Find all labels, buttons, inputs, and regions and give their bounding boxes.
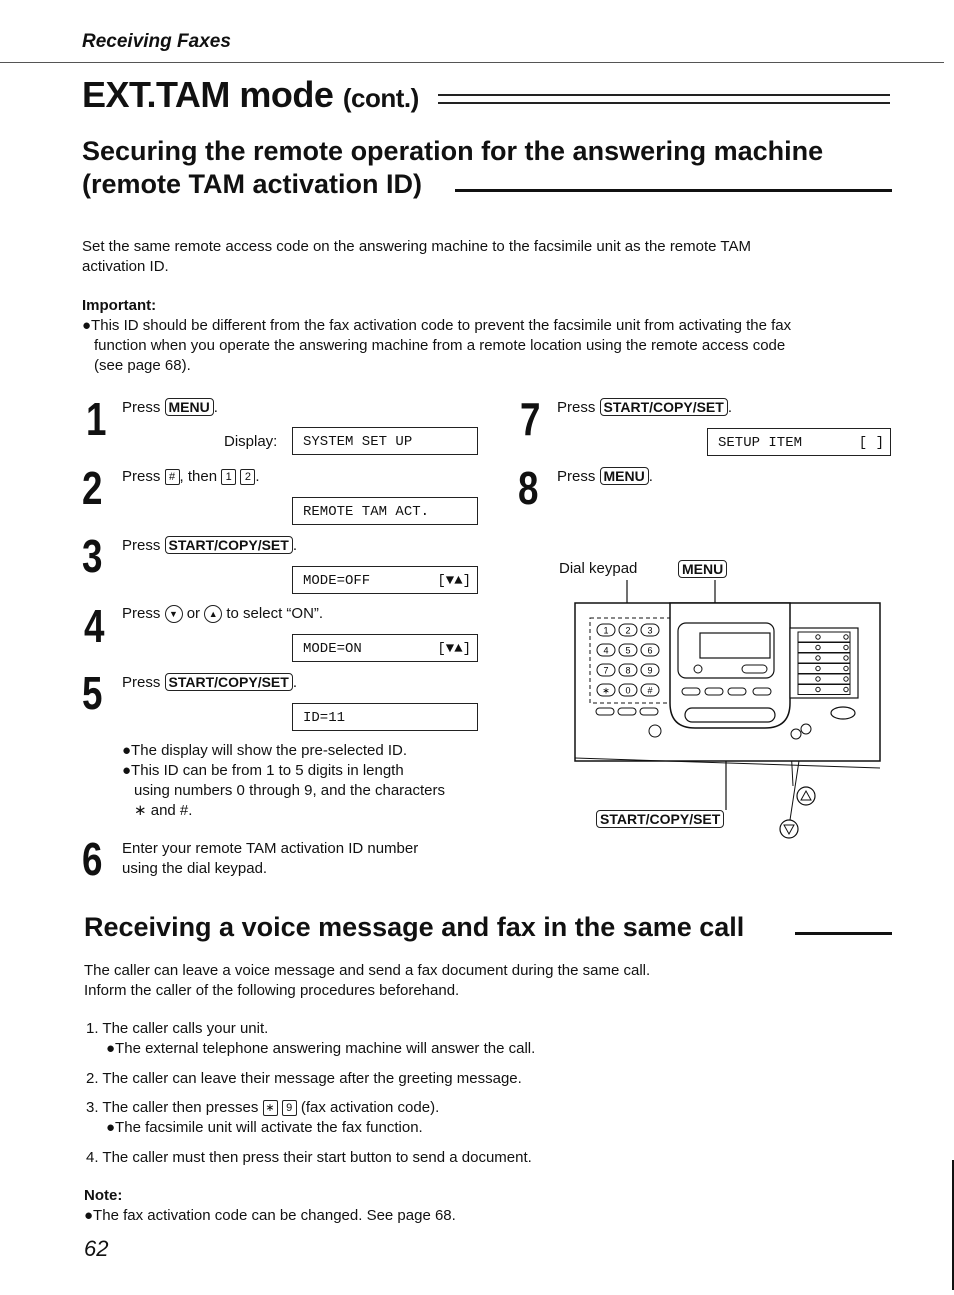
down-arrow-icon: ▼ [165,605,183,623]
lcd-text: REMOTE TAM ACT. [303,504,430,520]
lcd-bracket: [ ] [858,435,884,451]
keypad-key-label: # [647,685,653,696]
list-item: 1. The caller calls your unit. [86,1020,269,1037]
keypad-key-label: 5 [625,645,631,656]
press-label: Press [557,468,596,485]
start-key: START/COPY/SET [596,810,724,828]
lcd-display [292,634,478,662]
dial-keypad-label: Dial keypad [559,560,638,577]
list-item [86,1098,906,1118]
title-text: EXT.TAM mode [82,74,334,115]
keypad-key-label: 0 [625,685,631,696]
menu-key: MENU [678,560,727,578]
keypad-key-label: ∗ [602,685,610,696]
lcd-text: MODE=OFF [303,573,371,589]
step6-line: Enter your remote TAM activation ID number [122,840,419,857]
important-line: function when you operate the answering machine from a remote location using the remote access code [94,337,786,354]
keypad-key-label: 3 [647,625,653,636]
section2-rule [795,932,892,935]
lcd-arrows: [▼▲] [437,573,471,589]
step-number: 7 [520,393,541,445]
or-label: or [186,605,201,622]
section1-heading-line1: Securing the remote operation for the answering machine [82,136,824,166]
display-label: Display: [224,433,278,450]
press-label: Press [557,399,596,416]
important-label: Important: [82,297,157,314]
digit-key: 1 [221,469,236,485]
note-line: ∗ and #. [134,802,193,819]
digit-key: 2 [240,469,255,485]
step6-line: using the dial keypad. [122,860,268,877]
step1-text: Press MENU . [122,399,218,416]
lcd-display [292,497,478,525]
page-title [82,74,419,116]
section1-intro [82,237,902,277]
step-number: 8 [518,462,539,514]
keypad-key-label: 9 [647,665,653,676]
press-label: Press [122,605,161,622]
up-arrow-icon: ▲ [204,605,222,623]
then-label: , then [179,468,218,485]
important-line: ●This ID should be different from the fax activation code to prevent the facsimile unit from activating the fax [82,317,792,334]
intro-line: Inform the caller of the following procedures beforehand. [84,982,460,999]
start-key: START/COPY/SET [165,673,293,691]
note-line: using numbers 0 through 9, and the characters [134,782,446,799]
step2-text: Press # , then 1 2 . [122,468,260,485]
keypad-key-label: 8 [625,665,631,676]
step-number: 1 [86,393,107,445]
down-arrow-icon [780,820,798,838]
page-number: 62 [84,1236,109,1261]
press-label: Press [122,537,161,554]
start-key: START/COPY/SET [165,536,293,554]
select-label: to select “ON”. [226,605,324,622]
menu-key: MENU [600,467,649,485]
important-text [82,316,922,376]
item3-text: (fax activation code). [300,1099,440,1116]
step-number: 5 [82,667,103,719]
lcd-text: MODE=ON [303,641,362,657]
title-rule [438,94,890,104]
hash-key: # [165,469,180,485]
step5-text: Press START/COPY/SET . [122,674,297,691]
list-subitem: ●The external telephone answering machine will answer the call. [106,1040,536,1057]
intro-line: activation ID. [82,258,169,275]
keypad-key-label: 6 [647,645,653,656]
section-label: Receiving Faxes [82,31,231,52]
press-label: Press [122,674,161,691]
lcd-display [707,428,891,456]
lcd-arrows: [▼▲] [437,641,471,657]
note-label: Note: [84,1187,123,1204]
step5-notes [122,741,492,821]
star-key: ∗ [263,1100,278,1116]
menu-key: MENU [165,398,214,416]
item3-text: 3. The caller then presses [86,1099,259,1116]
section1-rule [455,189,892,192]
list-item: 2. The caller can leave their message after the greeting message. [86,1070,522,1087]
intro-line: Set the same remote access code on the answering machine to the facsimile unit as the remote TAM [82,238,751,255]
intro-line: The caller can leave a voice message and send a fax document during the same call. [84,962,651,979]
title-cont: (cont.) [342,83,419,113]
lcd-text: ID=11 [303,710,346,726]
step4-text [122,604,323,624]
step6-text [122,839,418,879]
section1-heading-line2: (remote TAM activation ID) [82,169,423,199]
list-item: 4. The caller must then press their start button to send a document. [86,1149,532,1166]
step3-text: Press START/COPY/SET . [122,537,297,554]
step8-text: Press MENU . [557,468,653,485]
keypad-key-label: 2 [625,625,631,636]
start-key: START/COPY/SET [600,398,728,416]
step7-text: Press START/COPY/SET . [557,399,732,416]
fax-unit-diagram [560,578,890,848]
note-text: ●The fax activation code can be changed. See page 68. [84,1207,456,1224]
keypad-key-label: 4 [603,645,609,656]
lcd-display [292,703,478,731]
list-subitem: ●The facsimile unit will activate the fax function. [106,1119,423,1136]
top-rule [0,62,944,63]
note-line: ●The display will show the pre-selected ID. [122,742,408,759]
note-line: ●This ID can be from 1 to 5 digits in length [122,762,404,779]
step-number: 4 [84,600,105,652]
lcd-display [292,427,478,455]
section2-intro [84,961,904,1001]
step-number: 6 [82,833,103,885]
keypad-key-label: 1 [603,625,609,636]
menu-callout [678,560,727,580]
step-number: 2 [82,462,103,514]
keypad-key-label: 7 [603,665,609,676]
section2-heading: Receiving a voice message and fax in the same call [84,912,745,942]
up-arrow-icon [797,787,815,805]
step-number: 3 [82,530,103,582]
press-label: Press [122,468,161,485]
procedure-list [86,1019,906,1168]
lcd-window [700,633,770,658]
digit-key: 9 [282,1100,297,1116]
important-line: (see page 68). [94,357,191,374]
lcd-text: SETUP ITEM [718,435,803,451]
lcd-display [292,566,478,594]
press-label: Press [122,399,161,416]
lcd-text: SYSTEM SET UP [303,434,413,450]
